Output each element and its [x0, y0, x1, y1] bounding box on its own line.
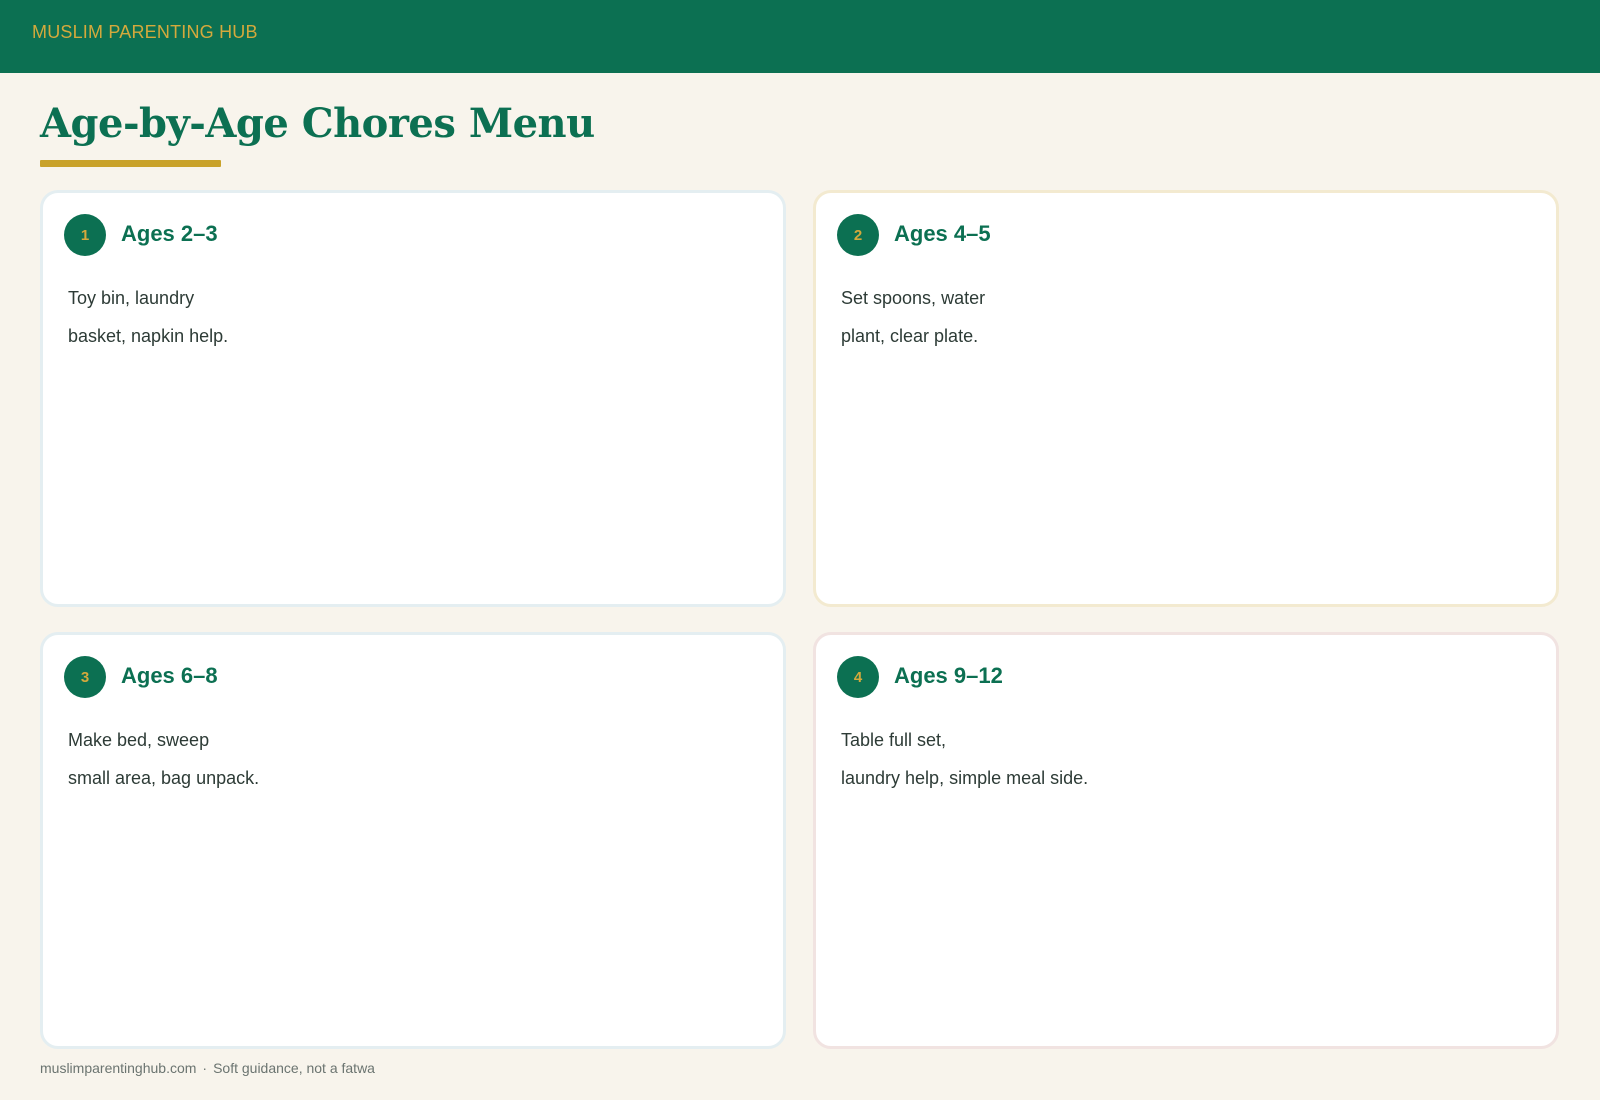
card-description — [68, 279, 228, 355]
card-description-line: Table full set, — [841, 730, 947, 750]
card-title: Ages 4–5 — [894, 221, 991, 246]
footer-separator: · — [202, 1060, 208, 1076]
crescent-moon-icon — [1540, 20, 1574, 54]
footer-note: Soft guidance, not a fatwa — [213, 1060, 375, 1076]
card-description — [841, 721, 1088, 797]
card-number-badge: 1 — [64, 214, 106, 256]
brand-name: MUSLIM PARENTING HUB — [32, 22, 258, 42]
title-underline — [40, 160, 221, 167]
footer — [40, 1060, 375, 1076]
card-description-line: small area, bag unpack. — [68, 768, 260, 788]
card-title: Ages 2–3 — [121, 221, 218, 246]
card-description-line: Make bed, sweep — [68, 730, 210, 750]
chore-card-ages-9-12 — [813, 632, 1559, 1049]
card-description — [68, 721, 259, 797]
card-description-line: laundry help, simple meal side. — [841, 768, 1089, 788]
card-description-line: Toy bin, laundry — [68, 288, 195, 308]
page-title: Age-by-Age Chores Menu — [40, 100, 595, 147]
card-description — [841, 279, 985, 355]
card-number-badge: 3 — [64, 656, 106, 698]
card-description-line: plant, clear plate. — [841, 326, 979, 346]
chore-card-ages-4-5 — [813, 190, 1559, 607]
card-title: Ages 6–8 — [121, 663, 218, 688]
chore-card-ages-6-8 — [40, 632, 786, 1049]
card-description-line: basket, napkin help. — [68, 326, 229, 346]
footer-site-link[interactable]: muslimparentinghub.com — [40, 1060, 197, 1076]
card-title: Ages 9–12 — [894, 663, 1003, 688]
top-bar — [0, 0, 1600, 73]
card-number-badge: 2 — [837, 214, 879, 256]
card-number-badge: 4 — [837, 656, 879, 698]
card-description-line: Set spoons, water — [841, 288, 986, 308]
chore-card-ages-2-3 — [40, 190, 786, 607]
